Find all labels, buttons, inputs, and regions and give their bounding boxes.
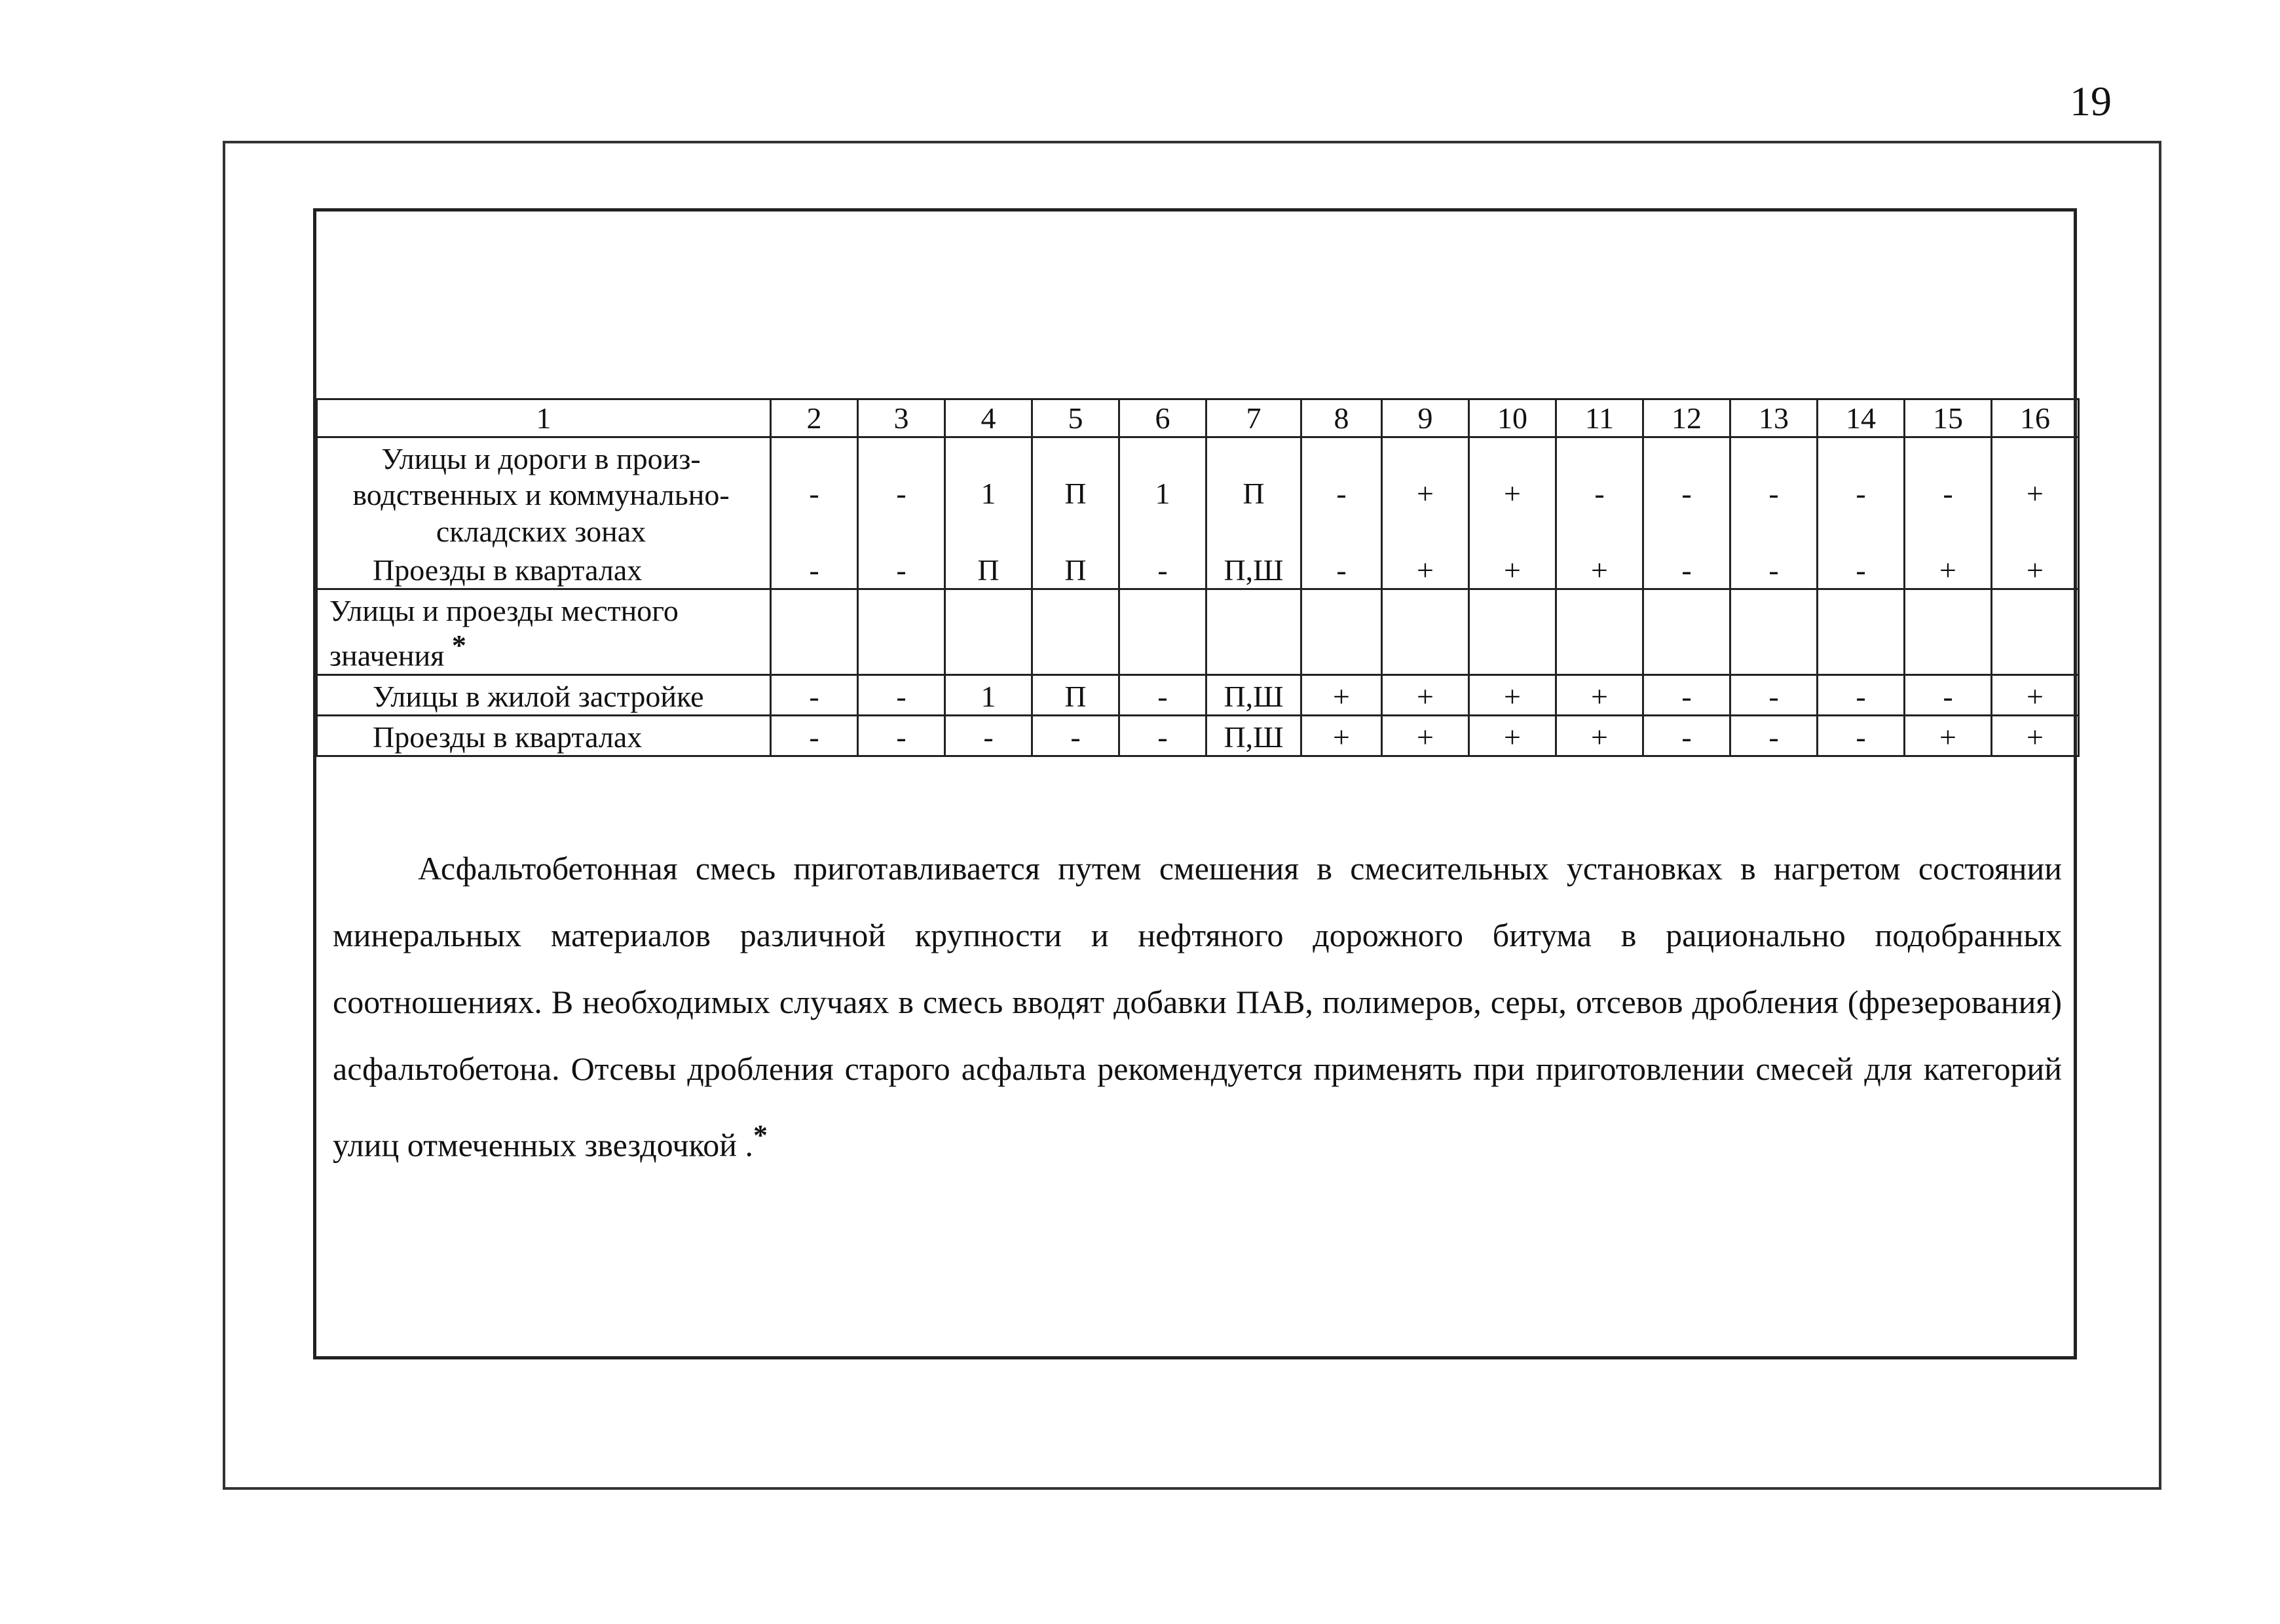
table-cell: - — [1818, 549, 1905, 589]
table-cell: + — [1301, 715, 1382, 756]
row-label-text: Проезды в кварталах — [373, 720, 643, 754]
table-cell: 1 — [1119, 437, 1206, 549]
table-cell: - — [1818, 674, 1905, 715]
table-body — [317, 399, 2079, 756]
table-cell: - — [1905, 437, 1992, 549]
table-cell: + — [1469, 549, 1556, 589]
asterisk-mark: * — [753, 1119, 768, 1151]
header-cell: 14 — [1818, 399, 1905, 437]
table-cell: 1 — [945, 437, 1032, 549]
header-cell: 6 — [1119, 399, 1206, 437]
table-cell: - — [858, 715, 945, 756]
table-cell: + — [1992, 437, 2079, 549]
table-cell — [1556, 589, 1643, 674]
table-row — [317, 437, 2079, 549]
table-cell: + — [1469, 715, 1556, 756]
row-label-text: Улицы и дороги в произ-водственных и коммунально-складских зонах — [352, 442, 730, 548]
header-cell: 5 — [1032, 399, 1119, 437]
table-cell: - — [1119, 549, 1206, 589]
table-cell: + — [1469, 437, 1556, 549]
table-cell: - — [771, 549, 858, 589]
table-row — [317, 674, 2079, 715]
row-label-text: Проезды в кварталах — [373, 553, 643, 587]
asterisk-mark: * — [451, 629, 466, 662]
table-header-row — [317, 399, 2079, 437]
table-cell: - — [1032, 715, 1119, 756]
table-cell: - — [858, 437, 945, 549]
table-row — [317, 589, 2079, 674]
table-cell: - — [1301, 549, 1382, 589]
table-cell: - — [1818, 715, 1905, 756]
header-cell: 11 — [1556, 399, 1643, 437]
table-cell — [1643, 589, 1730, 674]
table-cell: - — [1119, 715, 1206, 756]
table-cell: + — [1992, 674, 2079, 715]
row-label — [317, 437, 771, 549]
table-cell: + — [1905, 715, 1992, 756]
table-cell: - — [1730, 674, 1818, 715]
table-cell: + — [1556, 715, 1643, 756]
header-cell: 9 — [1382, 399, 1469, 437]
table-cell: 1 — [945, 674, 1032, 715]
table-cell: - — [1818, 437, 1905, 549]
header-cell: 2 — [771, 399, 858, 437]
header-cell: 13 — [1730, 399, 1818, 437]
header-cell: 8 — [1301, 399, 1382, 437]
table-cell: - — [1643, 715, 1730, 756]
table-cell: - — [771, 674, 858, 715]
table-cell: - — [1643, 549, 1730, 589]
header-cell: 4 — [945, 399, 1032, 437]
table-cell: - — [858, 549, 945, 589]
table-cell: + — [1556, 549, 1643, 589]
table-row — [317, 549, 2079, 589]
table-cell: + — [1382, 674, 1469, 715]
header-cell: 10 — [1469, 399, 1556, 437]
header-cell: 12 — [1643, 399, 1730, 437]
row-label — [317, 715, 771, 756]
table-cell: - — [1643, 674, 1730, 715]
paragraph — [333, 835, 2062, 1179]
table-cell — [1119, 589, 1206, 674]
table-cell — [858, 589, 945, 674]
table-cell: + — [1382, 437, 1469, 549]
data-table — [316, 398, 2080, 757]
table-cell: - — [1730, 437, 1818, 549]
table-cell: + — [1992, 715, 2079, 756]
table-cell: П — [1206, 437, 1301, 549]
body-text — [333, 835, 2062, 1179]
table-cell — [1206, 589, 1301, 674]
page-number: 19 — [2070, 78, 2112, 124]
table-cell: П — [1032, 674, 1119, 715]
row-label — [317, 549, 771, 589]
table-cell: + — [1301, 674, 1382, 715]
table-cell: П — [945, 549, 1032, 589]
inner-frame — [313, 208, 2077, 1359]
table-cell — [1905, 589, 1992, 674]
table-cell: + — [1382, 715, 1469, 756]
table-cell — [945, 589, 1032, 674]
row-label — [317, 589, 771, 674]
table-row — [317, 715, 2079, 756]
table-cell: - — [1301, 437, 1382, 549]
table-cell: - — [1643, 437, 1730, 549]
table-cell — [1992, 589, 2079, 674]
table-cell — [1730, 589, 1818, 674]
table-cell — [1382, 589, 1469, 674]
header-cell: 1 — [317, 399, 771, 437]
row-label — [317, 674, 771, 715]
row-label-text: Улицы в жилой застройке — [373, 679, 704, 713]
table-cell — [1301, 589, 1382, 674]
table-cell: П — [1032, 437, 1119, 549]
table-cell — [1469, 589, 1556, 674]
table-cell: - — [1905, 674, 1992, 715]
table-cell: + — [1992, 549, 2079, 589]
header-cell: 15 — [1905, 399, 1992, 437]
table-cell: - — [771, 715, 858, 756]
table-cell: П,Ш — [1206, 549, 1301, 589]
table-cell: - — [1730, 715, 1818, 756]
header-cell: 16 — [1992, 399, 2079, 437]
table-cell: - — [1730, 549, 1818, 589]
table-cell — [771, 589, 858, 674]
row-label-text: Улицы и проезды местного значения — [329, 593, 679, 673]
table-cell: П,Ш — [1206, 715, 1301, 756]
table-cell — [1818, 589, 1905, 674]
table-cell: П — [1032, 549, 1119, 589]
table-cell: - — [858, 674, 945, 715]
table-cell: + — [1382, 549, 1469, 589]
table-cell: - — [1119, 674, 1206, 715]
paragraph-text: Асфальтобетонная смесь приготавливается путем смешения в смесительных установках в нагретом состоянии минеральных материалов различной крупности и нефтяного дорожного битума в рационально подобранных соотношениях. В необходимых случаях в смесь вводят добавки ПАВ, полимеров, серы, отсевов дробления (фрезерования) асфальтобетона. Отсевы дробления старого асфальта рекомендуется применять при приготовлении смесей для категорий улиц отмеченных звездочкой . — [333, 850, 2062, 1164]
table-cell — [1032, 589, 1119, 674]
table-cell: + — [1469, 674, 1556, 715]
header-cell: 7 — [1206, 399, 1301, 437]
table-cell: - — [945, 715, 1032, 756]
table-cell: + — [1556, 674, 1643, 715]
table-cell: - — [771, 437, 858, 549]
table-cell: - — [1556, 437, 1643, 549]
header-cell: 3 — [858, 399, 945, 437]
table-cell: + — [1905, 549, 1992, 589]
table-cell: П,Ш — [1206, 674, 1301, 715]
